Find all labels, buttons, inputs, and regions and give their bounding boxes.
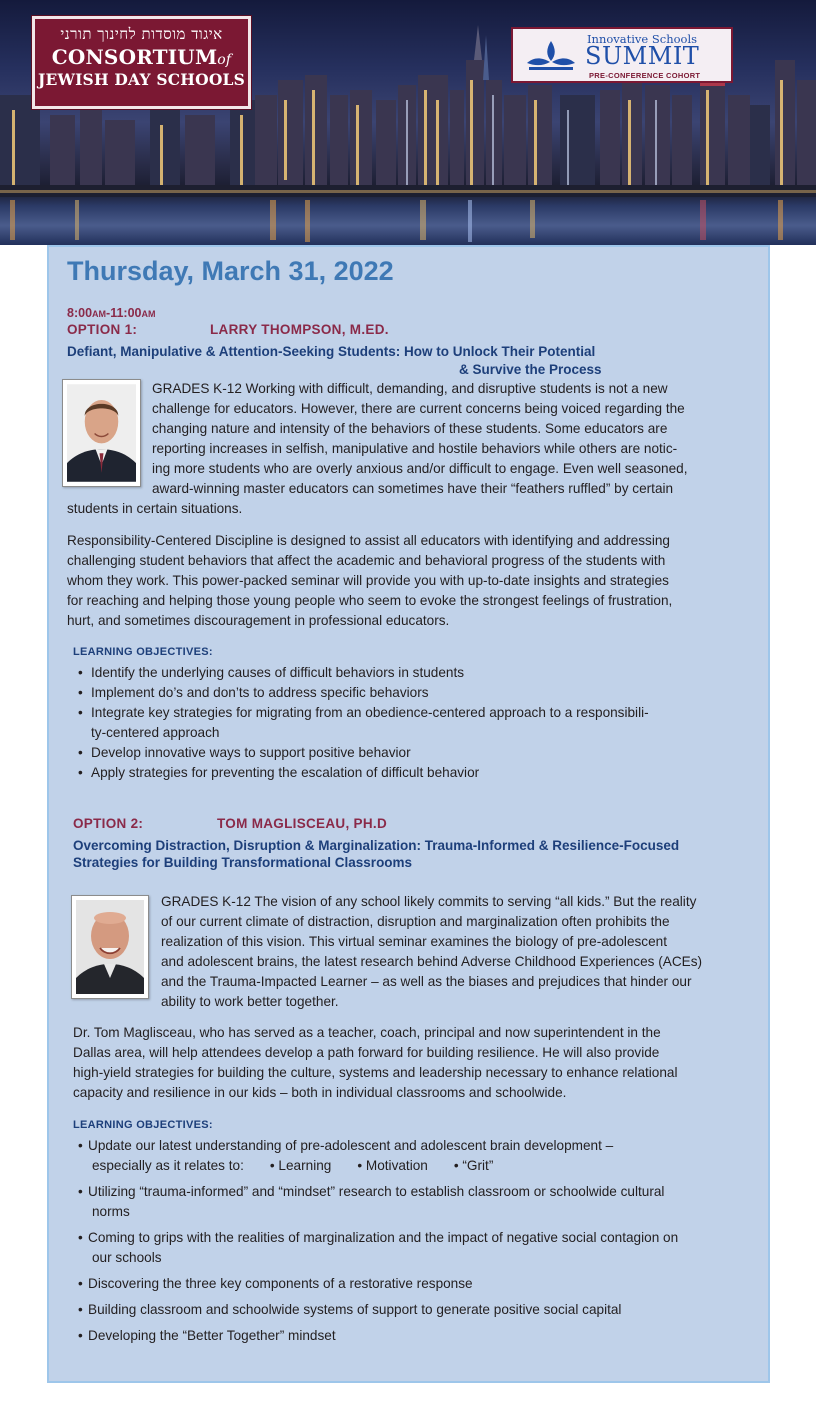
objective-item: • Implement do’s and don’ts to address specific behaviors <box>74 683 754 703</box>
option-1-objectives-list <box>74 663 754 783</box>
speaker-photo-larry-thompson <box>62 379 141 487</box>
objective-item: • Develop innovative ways to support positive behavior <box>74 743 754 763</box>
option-1-para-2-line: for reaching and helping those young people who seem to evoke the strongest feelings of frustration, <box>67 593 673 608</box>
option-1-para-2-line: challenging student behaviors that affect the academic and behavioral progress of the students with <box>67 553 666 568</box>
option-1-speaker: LARRY THOMPSON, M.ED. <box>210 322 389 337</box>
option-2-para-2-line: capacity and resilience in our kids – both in individual classrooms and schoolwide. <box>73 1085 567 1100</box>
logo-consortium-text: CONSORTIUMof <box>51 45 232 69</box>
logo-hebrew-text: איגוד מוסדות לחינוך תורני <box>60 25 223 43</box>
option-2-para-1-line: realization of this vision. This virtual seminar examines the biology of pre-adolescent <box>161 934 667 949</box>
objective-item: • Utilizing “trauma-informed” and “mindset” research to establish classroom or schoolwide cultural norms <box>74 1182 759 1222</box>
schedule-panel <box>47 245 770 1383</box>
option-1-objectives-heading: LEARNING OBJECTIVES: <box>73 646 213 658</box>
objective-item: • Discovering the three key components of a restorative response <box>74 1274 759 1294</box>
logo-innovative-schools-text: Innovative Schools <box>587 32 698 46</box>
consortium-logo <box>32 16 251 109</box>
option-2-para-1-line: and adolescent brains, the latest research behind Adverse Childhood Experiences (ACEs) <box>161 954 703 969</box>
innovative-schools-summit-logo <box>511 27 733 83</box>
logo-cohort-text: PRE-CONFERENCE COHORT <box>589 71 701 80</box>
option-2-title-line-2: Strategies for Building Transformational Classrooms <box>73 855 413 870</box>
option-1-para-2-line: whom they work. This power-packed seminar will provide you with up-to-date insights and strategies <box>67 573 669 588</box>
objective-item: • Building classroom and schoolwide systems of support to generate positive social capital <box>74 1300 759 1320</box>
logo-summit-text: SUMMIT <box>585 42 700 70</box>
option-2-para-1-line: ability to work better together. <box>161 994 339 1009</box>
objective-item: • Integrate key strategies for migrating from an obedience-centered approach to a responsibili- ty-centered approach <box>74 703 754 743</box>
option-2-para-2-line: Dallas area, will help attendees develop a path forward for building resilience. He will also provide <box>73 1045 660 1060</box>
option-1-para-1-line: challenge for educators. However, there are current concerns being voiced regarding the <box>152 401 685 416</box>
session-time: 8:00AM-11:00AM <box>67 306 156 320</box>
option-2-para-1-line: and the Trauma-Impacted Learner – as well as the biases and prejudices that hinder our <box>161 974 692 989</box>
option-2-para-1-line: GRADES K-12 The vision of any school likely commits to serving “all kids.” But the reality <box>161 894 697 909</box>
option-2-objectives-list <box>74 1136 759 1352</box>
option-1-para-2-line: Responsibility-Centered Discipline is designed to assist all educators with identifying and addressing <box>67 533 670 548</box>
objective-item: • Coming to grips with the realities of marginalization and the impact of negative social contagion on our schools <box>74 1228 759 1268</box>
objective-item: • Apply strategies for preventing the escalation of difficult behavior <box>74 763 754 783</box>
option-2-para-1-line: of our current climate of distraction, disruption and marginalization often prohibits the <box>161 914 670 929</box>
option-1-description-wrapped <box>152 379 772 499</box>
option-1-para-1-line: award-winning master educators can sometimes have their “feathers ruffled” by certain <box>152 481 674 496</box>
option-2-description-2 <box>73 1023 763 1103</box>
option-1-description-2 <box>67 531 757 631</box>
option-2-para-2-line: Dr. Tom Maglisceau, who has served as a teacher, coach, principal and now superintendent in the <box>73 1025 661 1040</box>
option-2-title-line-1: Overcoming Distraction, Disruption & Marginalization: Trauma-Informed & Resilience-Focused <box>73 838 680 853</box>
option-1-label: OPTION 1: <box>67 322 138 337</box>
option-2-description <box>161 892 761 1012</box>
option-1-title-line-2: & Survive the Process <box>459 362 602 377</box>
option-2-para-2-line: high-yield strategies for building the culture, systems and leadership necessary to enhance relational <box>73 1065 678 1080</box>
option-1-para-1-last-line: students in certain situations. <box>67 501 243 516</box>
event-date: Thursday, March 31, 2022 <box>67 256 394 286</box>
option-1-para-2-line: hurt, and sometimes discouragement in professional educators. <box>67 613 450 628</box>
option-1-title-line-1: Defiant, Manipulative & Attention-Seeking Students: How to Unlock Their Potential <box>67 344 596 359</box>
logo-jewish-day-schools-text: JEWISH DAY SCHOOLS <box>37 70 246 89</box>
objective-item: • Identify the underlying causes of difficult behaviors in students <box>74 663 754 683</box>
option-1-para-1-line: reporting increases in selfish, manipulative and hostile behaviors while others are notic- <box>152 441 678 456</box>
objective-item: • Update our latest understanding of pre-adolescent and adolescent brain development – especially as it relates to: • Learning • Motivation • “Grit” <box>74 1136 759 1176</box>
objective-item: • Developing the “Better Together” mindset <box>74 1326 759 1346</box>
header-banner <box>0 0 816 245</box>
summit-leaf-icon <box>521 35 581 77</box>
option-2-objectives-heading: LEARNING OBJECTIVES: <box>73 1119 213 1131</box>
option-1-para-1-line: ing more students who are overly anxious and/or difficult to engage. Even well seasoned, <box>152 461 688 476</box>
speaker-photo-tom-maglisceau <box>71 895 149 999</box>
option-2-speaker: TOM MAGLISCEAU, PH.D <box>217 816 388 831</box>
option-1-para-1-line: changing nature and intensity of the behaviors of these students. Some educators are <box>152 421 668 436</box>
option-1-para-1-line: GRADES K-12 Working with difficult, demanding, and disruptive students is not a new <box>152 381 668 396</box>
option-2-label: OPTION 2: <box>73 816 144 831</box>
